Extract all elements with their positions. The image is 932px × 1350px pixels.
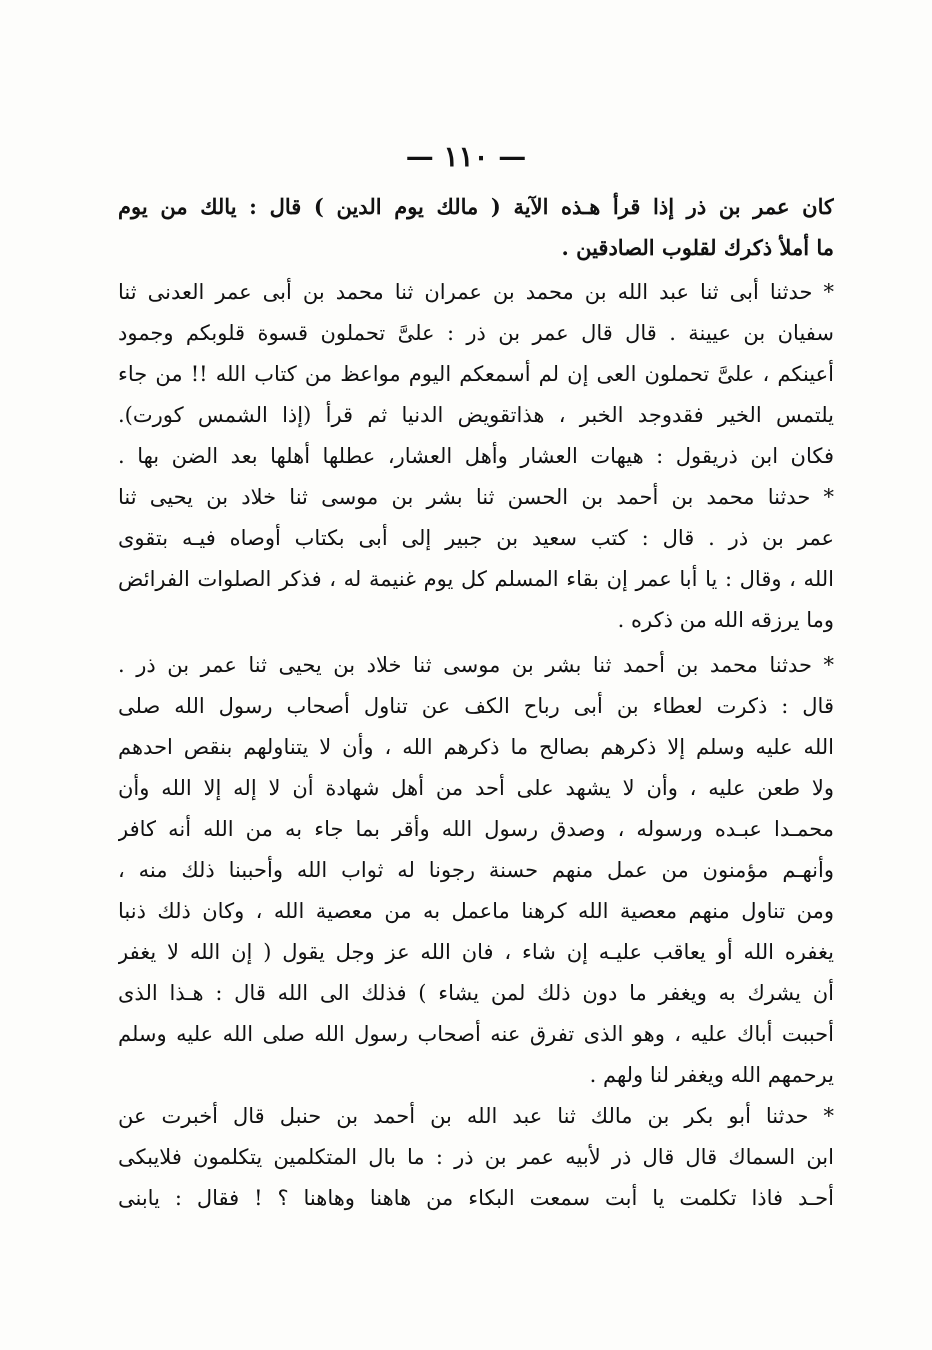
text-line: أعينكم ، علىَّ تحملون العى إن لم أسمعكم اليوم مواعظ من كتاب الله !! من جاء <box>118 362 834 386</box>
text-line: * حدثنا أبى ثنا عبد الله بن محمد بن عمران ثنا محمد بن أبى عمر العدنى ثنا <box>118 280 834 304</box>
text-line: ولا طعن عليه ، وأن لا يشهد على أحد من أهل شهادة أن لا إله إلا الله وأن <box>118 776 834 800</box>
text-line: الله ، وقال : يا أبا عمر إن بقاء المسلم كل يوم غنيمة له ، فذكر الصلوات الفرائض <box>118 567 834 591</box>
text-line: وما يرزقه الله من ذكره . <box>617 608 834 632</box>
text-line: الله عليه وسلم إلا ذكرهم بصالح ما ذكرهم الله ، وأن لا يتناولهم بنقص احدهم <box>118 735 834 759</box>
text-line: عمر بن ذر . قال : كتب سعيد بن جبير إلى أبى بكتاب أوصاه فيـه بتقوى <box>118 526 834 550</box>
text-line: يغفره الله أو يعاقب عليـه إن شاء ، فان الله عز وجل يقول ( إن الله لا يغفر <box>118 940 834 964</box>
text-line: * حدثنا أبو بكر بن مالك ثنا عبد الله بن أحمد بن حنبل قال أخبرت عن <box>118 1104 834 1128</box>
text-line: يلتمس الخير فقدوجد الخبر ، هذاتقويض الدنيا ثم قرأ (إذا الشمس كورت). <box>118 403 834 427</box>
text-line: ومن تناول منهم معصية الله كرهنا ماعمل به من معصية الله ، وكان ذلك ذنبا <box>118 899 834 923</box>
text-line: قال : ذكرت لعطاء بن أبى رباح الكف عن تناول أصحاب رسول الله صلى <box>118 694 834 718</box>
text-line: * حدثنا محمد بن أحمد ثنا بشر بن موسى ثنا خلاد بن يحيى ثنا عمر بن ذر . <box>118 653 834 677</box>
paragraph <box>118 1096 834 1219</box>
paragraph <box>118 645 834 1096</box>
paragraph <box>118 272 834 477</box>
paragraph <box>118 477 834 641</box>
text-line: فكان ابن ذريقول : هيهات العشار وأهل العشار، عطلها أهلها بعد الضن بها . <box>118 444 834 468</box>
text-line: كان عمر بن ذر إذا قرأ هـذه الآية ( مالك يوم الدين ) قال : يالك من يوم <box>118 194 834 219</box>
text-line: وأنهـم مؤمنون من عمل منهم حسنة رجونا له ثواب الله وأحببنا ذلك منه ، <box>118 858 834 882</box>
text-line: ابن السماك قال قال ذر لأبيه عمر بن ذر : ما بال المتكلمين يتكلمون فلايبكى <box>118 1145 834 1169</box>
text-line: ما أملأ ذكرك لقلوب الصادقين . <box>561 235 834 260</box>
text-line: يرحمهم الله ويغفر لنا ولهم . <box>589 1063 834 1087</box>
text-line: أن يشرك به ويغفر ما دون ذلك لمن يشاء ) فذلك الى الله قال : هـذا الذى <box>118 981 834 1005</box>
page-number: — ١١٠ — <box>405 140 527 173</box>
text-line: * حدثنا محمد بن أحمد بن الحسن ثنا بشر بن موسى ثنا خلاد بن يحيى ثنا <box>118 485 834 509</box>
text-line: سفيان بن عيينة . قال قال عمر بن ذر : علىَّ تحملون قسوة قلوبكم وجمود <box>118 321 834 345</box>
text-line: محمـدا عبـده ورسوله ، وصدق رسول الله وأقر بما جاء به من الله أنه كافر <box>118 817 834 841</box>
text-line: أحببت أباك عليه ، وهو الذى تفرق عنه أصحاب رسول الله صلى الله عليه وسلم <box>118 1022 834 1046</box>
paragraph <box>118 186 834 268</box>
page-body <box>118 186 834 1219</box>
text-line: أحـد فاذا تكلمت يا أبت سمعت البكاء من هاهنا وهاهنا ؟ ! فقال : يابنى <box>118 1186 834 1210</box>
